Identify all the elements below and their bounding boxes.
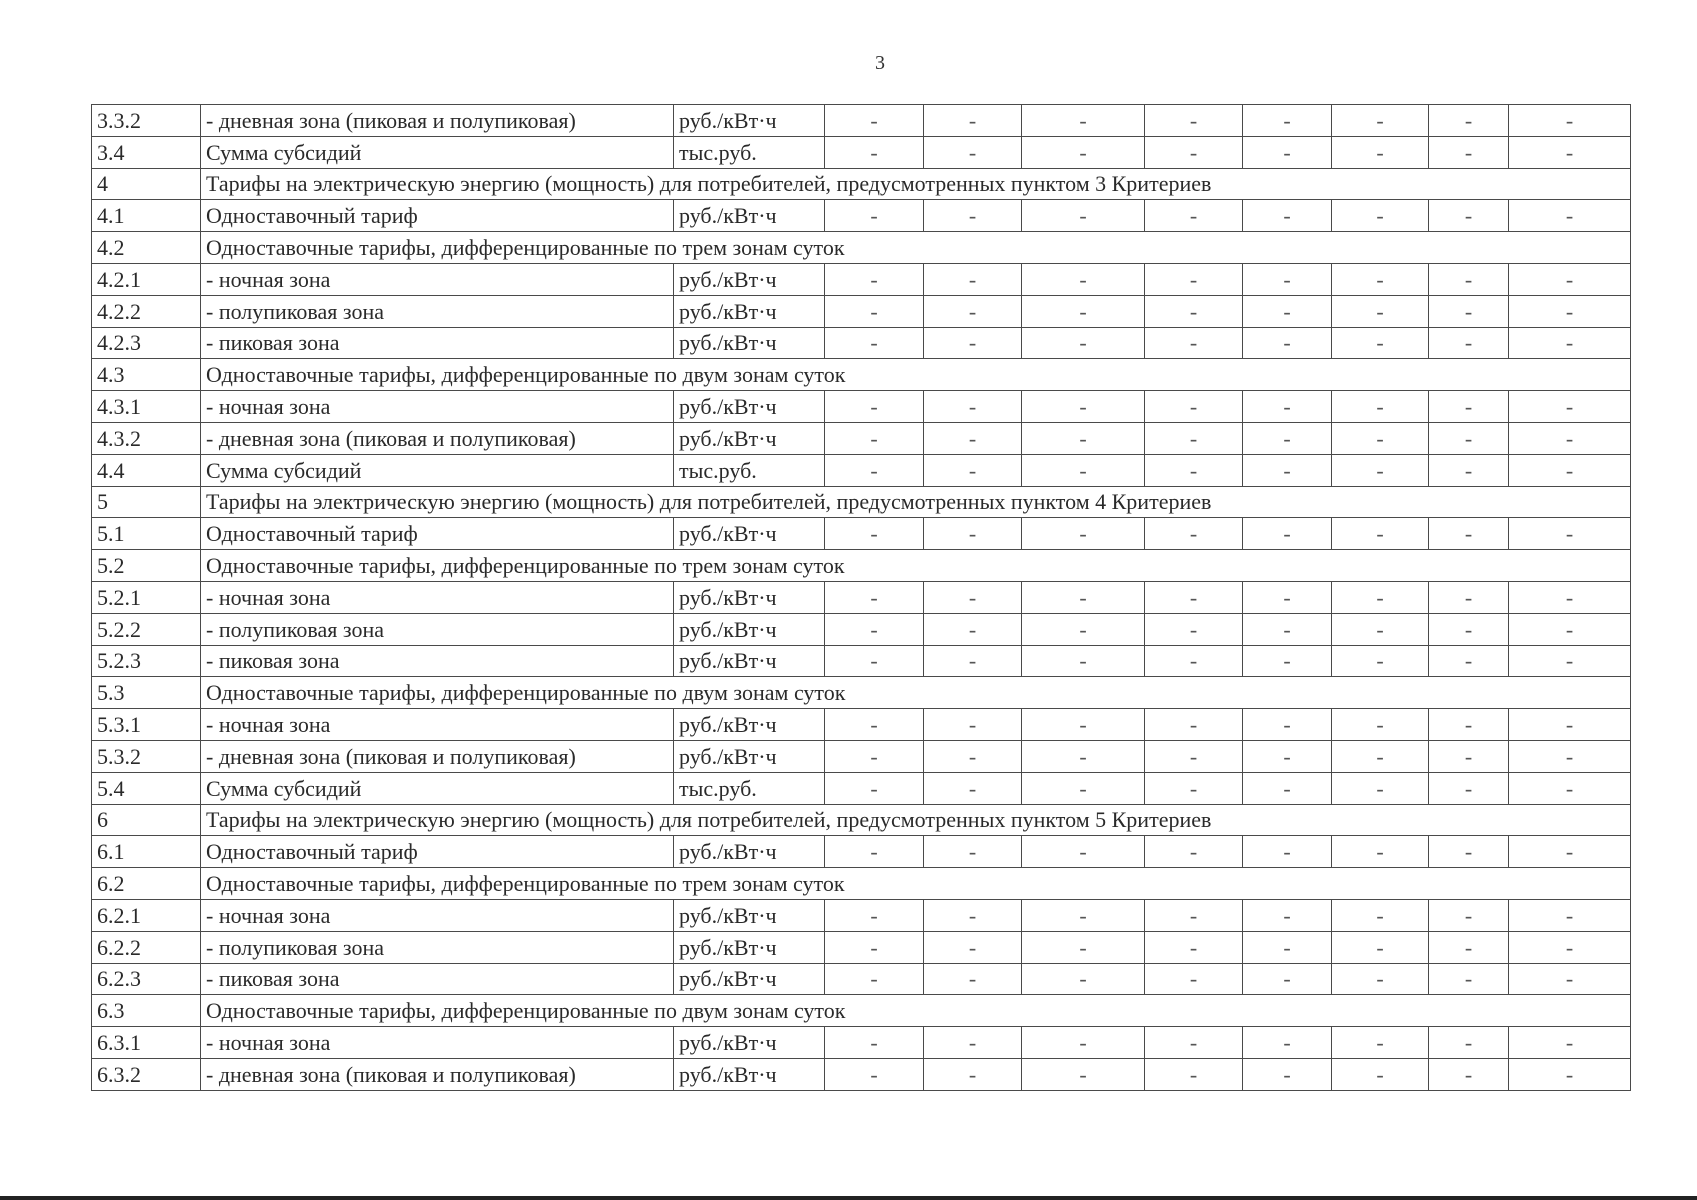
value-cell: -	[1509, 263, 1631, 295]
value-cell: -	[1243, 613, 1332, 645]
section-title-cell: Одноставочные тарифы, дифференцированные по трем зонам суток	[201, 232, 1631, 264]
value-cell: -	[1429, 709, 1509, 741]
value-cell: -	[1145, 709, 1243, 741]
row-number-cell: 6.2.2	[92, 931, 201, 963]
value-cell: -	[1022, 454, 1145, 486]
unit-cell: руб./кВт·ч	[674, 391, 825, 423]
value-cell: -	[924, 613, 1022, 645]
value-cell: -	[1509, 709, 1631, 741]
row-number-cell: 6.2.3	[92, 963, 201, 995]
unit-cell: руб./кВт·ч	[674, 963, 825, 995]
row-number-cell: 5.2.1	[92, 581, 201, 613]
table-row	[92, 391, 1631, 423]
row-number-cell: 4.2.1	[92, 263, 201, 295]
value-cell: -	[1332, 200, 1429, 232]
value-cell: -	[1509, 581, 1631, 613]
value-cell: -	[1509, 105, 1631, 137]
value-cell: -	[1022, 836, 1145, 868]
value-cell: -	[1429, 200, 1509, 232]
value-cell: -	[1145, 327, 1243, 359]
row-number-cell: 5.2	[92, 550, 201, 582]
table-row	[92, 295, 1631, 327]
row-number-cell: 4.1	[92, 200, 201, 232]
value-cell: -	[1243, 295, 1332, 327]
section-title-cell: Одноставочные тарифы, дифференцированные по двум зонам суток	[201, 359, 1631, 391]
value-cell: -	[1509, 836, 1631, 868]
value-cell: -	[924, 931, 1022, 963]
tariff-table-body	[92, 105, 1631, 1091]
value-cell: -	[1332, 613, 1429, 645]
table-row	[92, 645, 1631, 677]
value-cell: -	[924, 1058, 1022, 1090]
row-label-cell: - полупиковая зона	[201, 613, 674, 645]
value-cell: -	[924, 740, 1022, 772]
unit-cell: руб./кВт·ч	[674, 899, 825, 931]
value-cell: -	[825, 1027, 924, 1059]
table-row	[92, 1027, 1631, 1059]
table-row	[92, 200, 1631, 232]
row-number-cell: 4.3.1	[92, 391, 201, 423]
value-cell: -	[1022, 327, 1145, 359]
table-row	[92, 740, 1631, 772]
value-cell: -	[1509, 613, 1631, 645]
value-cell: -	[1145, 963, 1243, 995]
value-cell: -	[924, 136, 1022, 168]
row-label-cell: - ночная зона	[201, 899, 674, 931]
value-cell: -	[1332, 709, 1429, 741]
value-cell: -	[924, 263, 1022, 295]
value-cell: -	[1022, 931, 1145, 963]
value-cell: -	[1022, 613, 1145, 645]
table-row	[92, 836, 1631, 868]
value-cell: -	[825, 645, 924, 677]
value-cell: -	[1332, 422, 1429, 454]
value-cell: -	[1429, 772, 1509, 804]
value-cell: -	[825, 613, 924, 645]
value-cell: -	[1243, 836, 1332, 868]
value-cell: -	[1429, 422, 1509, 454]
value-cell: -	[1509, 899, 1631, 931]
value-cell: -	[1022, 518, 1145, 550]
value-cell: -	[825, 709, 924, 741]
value-cell: -	[825, 263, 924, 295]
value-cell: -	[1429, 740, 1509, 772]
unit-cell: руб./кВт·ч	[674, 295, 825, 327]
value-cell: -	[924, 899, 1022, 931]
table-row	[92, 1058, 1631, 1090]
row-label-cell: - пиковая зона	[201, 327, 674, 359]
row-number-cell: 5.3.1	[92, 709, 201, 741]
value-cell: -	[1145, 1027, 1243, 1059]
row-label-cell: - ночная зона	[201, 581, 674, 613]
value-cell: -	[1243, 931, 1332, 963]
row-number-cell: 4.3	[92, 359, 201, 391]
unit-cell: руб./кВт·ч	[674, 1058, 825, 1090]
row-label-cell: - ночная зона	[201, 263, 674, 295]
value-cell: -	[1332, 581, 1429, 613]
row-label-cell: - пиковая зона	[201, 645, 674, 677]
value-cell: -	[1429, 836, 1509, 868]
value-cell: -	[924, 645, 1022, 677]
table-section-row	[92, 232, 1631, 264]
value-cell: -	[1509, 1058, 1631, 1090]
row-label-cell: - дневная зона (пиковая и полупиковая)	[201, 1058, 674, 1090]
value-cell: -	[1145, 740, 1243, 772]
value-cell: -	[1332, 454, 1429, 486]
table-row	[92, 709, 1631, 741]
section-title-cell: Тарифы на электрическую энергию (мощность) для потребителей, предусмотренных пунктом 4 Критериев	[201, 486, 1631, 518]
value-cell: -	[825, 422, 924, 454]
value-cell: -	[1332, 836, 1429, 868]
unit-cell: тыс.руб.	[674, 772, 825, 804]
unit-cell: руб./кВт·ч	[674, 422, 825, 454]
value-cell: -	[1332, 136, 1429, 168]
value-cell: -	[825, 963, 924, 995]
value-cell: -	[1332, 295, 1429, 327]
value-cell: -	[924, 454, 1022, 486]
unit-cell: руб./кВт·ч	[674, 518, 825, 550]
value-cell: -	[1145, 645, 1243, 677]
value-cell: -	[1332, 963, 1429, 995]
row-number-cell: 3.4	[92, 136, 201, 168]
value-cell: -	[924, 518, 1022, 550]
value-cell: -	[1145, 772, 1243, 804]
row-number-cell: 4.4	[92, 454, 201, 486]
section-title-cell: Одноставочные тарифы, дифференцированные по трем зонам суток	[201, 868, 1631, 900]
value-cell: -	[825, 136, 924, 168]
table-row	[92, 518, 1631, 550]
value-cell: -	[1429, 454, 1509, 486]
table-row	[92, 772, 1631, 804]
value-cell: -	[1243, 645, 1332, 677]
unit-cell: руб./кВт·ч	[674, 613, 825, 645]
row-label-cell: - ночная зона	[201, 1027, 674, 1059]
value-cell: -	[1022, 136, 1145, 168]
table-row	[92, 136, 1631, 168]
table-section-row	[92, 995, 1631, 1027]
section-title-cell: Одноставочные тарифы, дифференцированные по двум зонам суток	[201, 995, 1631, 1027]
value-cell: -	[1509, 295, 1631, 327]
value-cell: -	[1145, 836, 1243, 868]
row-number-cell: 4	[92, 168, 201, 200]
row-label-cell: - дневная зона (пиковая и полупиковая)	[201, 740, 674, 772]
row-number-cell: 5.1	[92, 518, 201, 550]
table-row	[92, 105, 1631, 137]
value-cell: -	[1145, 931, 1243, 963]
value-cell: -	[1509, 1027, 1631, 1059]
value-cell: -	[825, 581, 924, 613]
value-cell: -	[825, 836, 924, 868]
value-cell: -	[1022, 200, 1145, 232]
value-cell: -	[1429, 391, 1509, 423]
row-label-cell: Сумма субсидий	[201, 772, 674, 804]
unit-cell: руб./кВт·ч	[674, 581, 825, 613]
value-cell: -	[1022, 295, 1145, 327]
value-cell: -	[1509, 740, 1631, 772]
value-cell: -	[825, 454, 924, 486]
table-section-row	[92, 486, 1631, 518]
table-row	[92, 581, 1631, 613]
value-cell: -	[1145, 899, 1243, 931]
value-cell: -	[1243, 518, 1332, 550]
value-cell: -	[1429, 518, 1509, 550]
section-title-cell: Одноставочные тарифы, дифференцированные по трем зонам суток	[201, 550, 1631, 582]
value-cell: -	[1429, 613, 1509, 645]
value-cell: -	[1022, 391, 1145, 423]
value-cell: -	[1145, 391, 1243, 423]
value-cell: -	[825, 740, 924, 772]
value-cell: -	[1145, 1058, 1243, 1090]
value-cell: -	[1022, 105, 1145, 137]
tariff-table	[91, 104, 1631, 1091]
value-cell: -	[1332, 772, 1429, 804]
value-cell: -	[1332, 899, 1429, 931]
row-label-cell: - ночная зона	[201, 709, 674, 741]
row-label-cell: - ночная зона	[201, 391, 674, 423]
value-cell: -	[1145, 613, 1243, 645]
value-cell: -	[1022, 772, 1145, 804]
row-number-cell: 6.3.1	[92, 1027, 201, 1059]
unit-cell: руб./кВт·ч	[674, 836, 825, 868]
value-cell: -	[825, 105, 924, 137]
value-cell: -	[825, 931, 924, 963]
value-cell: -	[1243, 1058, 1332, 1090]
value-cell: -	[1022, 422, 1145, 454]
page-bottom-edge	[0, 1196, 1697, 1200]
row-number-cell: 5.3	[92, 677, 201, 709]
value-cell: -	[1022, 581, 1145, 613]
value-cell: -	[1145, 295, 1243, 327]
row-number-cell: 6	[92, 804, 201, 836]
value-cell: -	[1243, 327, 1332, 359]
row-number-cell: 5.4	[92, 772, 201, 804]
value-cell: -	[1332, 740, 1429, 772]
table-section-row	[92, 168, 1631, 200]
unit-cell: руб./кВт·ч	[674, 263, 825, 295]
value-cell: -	[825, 518, 924, 550]
row-number-cell: 6.3	[92, 995, 201, 1027]
row-number-cell: 6.3.2	[92, 1058, 201, 1090]
value-cell: -	[1429, 581, 1509, 613]
table-row	[92, 263, 1631, 295]
table-row	[92, 963, 1631, 995]
table-row	[92, 613, 1631, 645]
row-label-cell: - дневная зона (пиковая и полупиковая)	[201, 422, 674, 454]
table-row	[92, 899, 1631, 931]
value-cell: -	[1509, 422, 1631, 454]
table-section-row	[92, 550, 1631, 582]
row-number-cell: 3.3.2	[92, 105, 201, 137]
table-section-row	[92, 677, 1631, 709]
value-cell: -	[1022, 709, 1145, 741]
value-cell: -	[1022, 740, 1145, 772]
row-number-cell: 5.2.2	[92, 613, 201, 645]
value-cell: -	[1509, 454, 1631, 486]
value-cell: -	[1332, 263, 1429, 295]
value-cell: -	[1429, 963, 1509, 995]
section-title-cell: Одноставочные тарифы, дифференцированные по двум зонам суток	[201, 677, 1631, 709]
row-number-cell: 6.2.1	[92, 899, 201, 931]
value-cell: -	[1429, 263, 1509, 295]
value-cell: -	[1022, 963, 1145, 995]
value-cell: -	[1332, 931, 1429, 963]
value-cell: -	[1243, 454, 1332, 486]
value-cell: -	[1509, 327, 1631, 359]
value-cell: -	[1243, 963, 1332, 995]
value-cell: -	[1332, 327, 1429, 359]
value-cell: -	[1243, 1027, 1332, 1059]
value-cell: -	[1022, 1058, 1145, 1090]
value-cell: -	[1022, 899, 1145, 931]
section-title-cell: Тарифы на электрическую энергию (мощность) для потребителей, предусмотренных пунктом 5 Критериев	[201, 804, 1631, 836]
row-number-cell: 5.3.2	[92, 740, 201, 772]
row-label-cell: - пиковая зона	[201, 963, 674, 995]
value-cell: -	[1145, 200, 1243, 232]
value-cell: -	[1429, 645, 1509, 677]
value-cell: -	[1429, 1027, 1509, 1059]
value-cell: -	[825, 200, 924, 232]
value-cell: -	[1022, 1027, 1145, 1059]
value-cell: -	[1022, 263, 1145, 295]
section-title-cell: Тарифы на электрическую энергию (мощность) для потребителей, предусмотренных пунктом 3 Критериев	[201, 168, 1631, 200]
value-cell: -	[825, 391, 924, 423]
table-section-row	[92, 868, 1631, 900]
value-cell: -	[924, 391, 1022, 423]
value-cell: -	[924, 772, 1022, 804]
row-label-cell: Одноставочный тариф	[201, 836, 674, 868]
value-cell: -	[1509, 518, 1631, 550]
value-cell: -	[825, 1058, 924, 1090]
table-row	[92, 454, 1631, 486]
unit-cell: руб./кВт·ч	[674, 1027, 825, 1059]
table-row	[92, 931, 1631, 963]
value-cell: -	[1145, 581, 1243, 613]
value-cell: -	[1145, 518, 1243, 550]
unit-cell: тыс.руб.	[674, 136, 825, 168]
value-cell: -	[1429, 105, 1509, 137]
value-cell: -	[1509, 200, 1631, 232]
row-label-cell: Сумма субсидий	[201, 136, 674, 168]
row-number-cell: 4.2.3	[92, 327, 201, 359]
value-cell: -	[1509, 772, 1631, 804]
value-cell: -	[924, 200, 1022, 232]
row-number-cell: 6.1	[92, 836, 201, 868]
value-cell: -	[924, 327, 1022, 359]
value-cell: -	[1243, 772, 1332, 804]
value-cell: -	[1332, 645, 1429, 677]
value-cell: -	[924, 422, 1022, 454]
value-cell: -	[1145, 105, 1243, 137]
value-cell: -	[1145, 263, 1243, 295]
unit-cell: руб./кВт·ч	[674, 709, 825, 741]
value-cell: -	[1243, 740, 1332, 772]
unit-cell: руб./кВт·ч	[674, 105, 825, 137]
value-cell: -	[924, 836, 1022, 868]
value-cell: -	[924, 581, 1022, 613]
value-cell: -	[825, 899, 924, 931]
row-number-cell: 5	[92, 486, 201, 518]
value-cell: -	[825, 327, 924, 359]
value-cell: -	[1243, 105, 1332, 137]
unit-cell: руб./кВт·ч	[674, 327, 825, 359]
value-cell: -	[1145, 136, 1243, 168]
value-cell: -	[1243, 391, 1332, 423]
row-number-cell: 4.3.2	[92, 422, 201, 454]
value-cell: -	[924, 105, 1022, 137]
value-cell: -	[1429, 899, 1509, 931]
table-row	[92, 422, 1631, 454]
table-section-row	[92, 804, 1631, 836]
value-cell: -	[1509, 963, 1631, 995]
value-cell: -	[1243, 581, 1332, 613]
row-number-cell: 6.2	[92, 868, 201, 900]
value-cell: -	[1145, 454, 1243, 486]
row-label-cell: Одноставочный тариф	[201, 200, 674, 232]
value-cell: -	[1332, 1027, 1429, 1059]
value-cell: -	[1243, 709, 1332, 741]
value-cell: -	[1429, 1058, 1509, 1090]
value-cell: -	[1429, 327, 1509, 359]
value-cell: -	[1332, 391, 1429, 423]
value-cell: -	[1243, 200, 1332, 232]
row-label-cell: Сумма субсидий	[201, 454, 674, 486]
table-section-row	[92, 359, 1631, 391]
value-cell: -	[825, 772, 924, 804]
value-cell: -	[1509, 931, 1631, 963]
value-cell: -	[924, 709, 1022, 741]
value-cell: -	[1429, 295, 1509, 327]
unit-cell: руб./кВт·ч	[674, 740, 825, 772]
value-cell: -	[1429, 931, 1509, 963]
row-label-cell: Одноставочный тариф	[201, 518, 674, 550]
unit-cell: тыс.руб.	[674, 454, 825, 486]
value-cell: -	[1243, 422, 1332, 454]
value-cell: -	[924, 1027, 1022, 1059]
value-cell: -	[1145, 422, 1243, 454]
value-cell: -	[1429, 136, 1509, 168]
row-label-cell: - полупиковая зона	[201, 295, 674, 327]
row-label-cell: - дневная зона (пиковая и полупиковая)	[201, 105, 674, 137]
unit-cell: руб./кВт·ч	[674, 200, 825, 232]
value-cell: -	[924, 295, 1022, 327]
row-number-cell: 4.2.2	[92, 295, 201, 327]
value-cell: -	[1243, 263, 1332, 295]
value-cell: -	[924, 963, 1022, 995]
value-cell: -	[1509, 136, 1631, 168]
row-label-cell: - полупиковая зона	[201, 931, 674, 963]
value-cell: -	[1332, 1058, 1429, 1090]
row-number-cell: 5.2.3	[92, 645, 201, 677]
value-cell: -	[1332, 105, 1429, 137]
row-number-cell: 4.2	[92, 232, 201, 264]
value-cell: -	[1509, 391, 1631, 423]
value-cell: -	[1243, 899, 1332, 931]
unit-cell: руб./кВт·ч	[674, 645, 825, 677]
value-cell: -	[1243, 136, 1332, 168]
value-cell: -	[1509, 645, 1631, 677]
value-cell: -	[825, 295, 924, 327]
value-cell: -	[1022, 645, 1145, 677]
table-row	[92, 327, 1631, 359]
value-cell: -	[1332, 518, 1429, 550]
unit-cell: руб./кВт·ч	[674, 931, 825, 963]
page-number: 3	[875, 52, 885, 74]
